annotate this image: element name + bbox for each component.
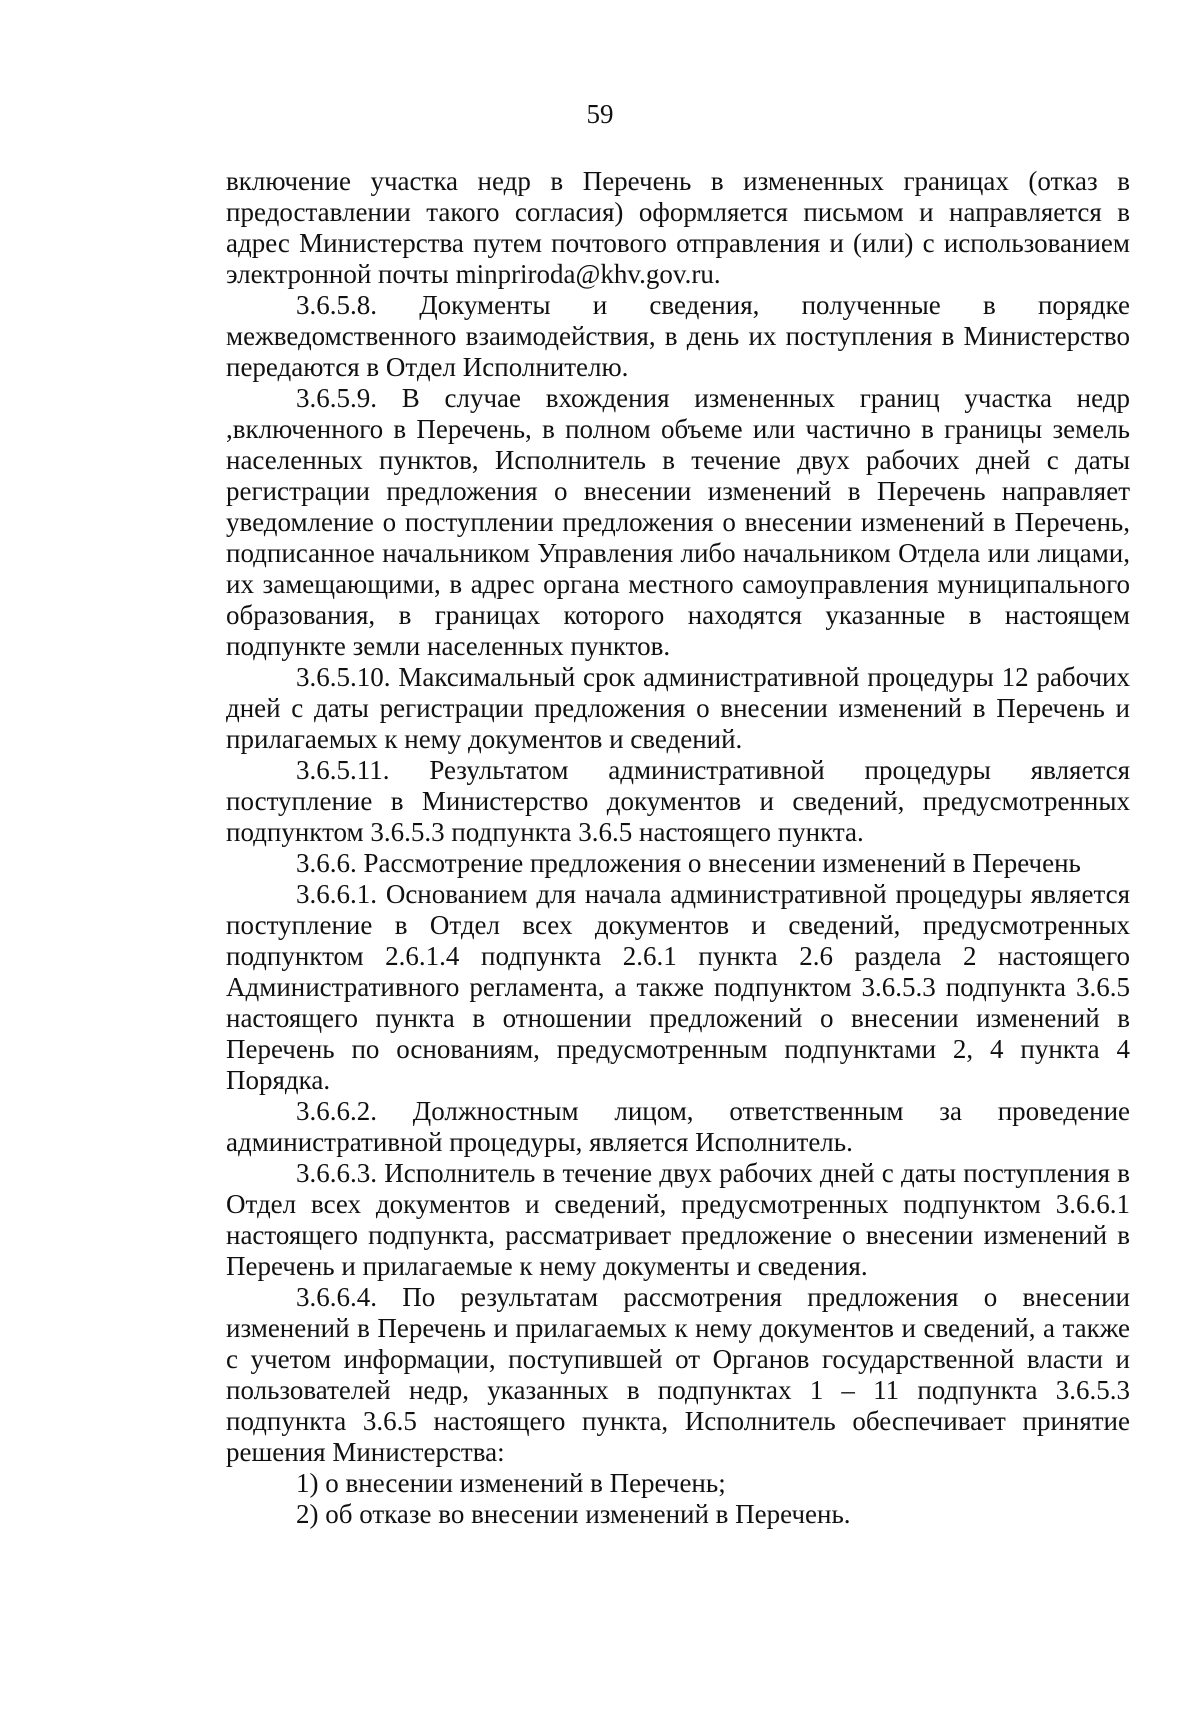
paragraph-3-6-6-1: 3.6.6.1. Основанием для начала административной процедуры является поступление в Отдел всех документов и сведений, предусмотренных подпунктом 2.6.1.4 подпункта 2.6.1 пункта 2.6 раздела 2 настоящего Административного регламента, а также подпунктом 3.6.5.3 подпункта 3.6.5 настоящего пункта в отношении предложений о внесении изменений в Перечень по основаниям, предусмотренным подпунктами 2, 4 пункта 4 Порядка. [226, 879, 1130, 1095]
section-heading-3-6-6: 3.6.6. Рассмотрение предложения о внесении изменений в Перечень [296, 848, 1081, 878]
paragraph-3-6-6-2: 3.6.6.2. Должностным лицом, ответственным за проведение административной процедуры, является Исполнитель. [226, 1096, 1130, 1157]
paragraph-3-6-5-8: 3.6.5.8. Документы и сведения, полученные в порядке межведомственного взаимодействия, в день их поступления в Министерство передаются в Отдел Исполнителю. [226, 290, 1130, 382]
list-item-2: 2) об отказе во внесении изменений в Перечень. [296, 1499, 851, 1529]
paragraph-3-6-5-10: 3.6.5.10. Максимальный срок административной процедуры 12 рабочих дней с даты регистрации предложения о внесении изменений в Перечень и прилагаемых к нему документов и сведений. [226, 662, 1130, 754]
document-body [226, 166, 1130, 1530]
paragraph-3-6-5-9: 3.6.5.9. В случае вхождения измененных границ участка недр ,включенного в Перечень, в полном объеме или частично в границы земель населенных пунктов, Исполнитель в течение двух рабочих дней с даты регистрации предложения о внесении изменений в Перечень направляет уведомление о поступлении предложения о внесении изменений в Перечень, подписанное начальником Управления либо начальником Отдела или лицами, их замещающими, в адрес органа местного самоуправления муниципального образования, в границах которого находятся указанные в настоящем подпункте земли населенных пунктов. [226, 383, 1130, 661]
page-number: 59 [586, 99, 614, 129]
paragraph-3-6-5-11: 3.6.5.11. Результатом административной процедуры является поступление в Министерство документов и сведений, предусмотренных подпунктом 3.6.5.3 подпункта 3.6.5 настоящего пункта. [226, 755, 1130, 847]
paragraph-3-6-6-4: 3.6.6.4. По результатам рассмотрения предложения о внесении изменений в Перечень и прилагаемых к нему документов и сведений, а также с учетом информации, поступившей от Органов государственной власти и пользователей недр, указанных в подпунктах 1 – 11 подпункта 3.6.5.3 подпункта 3.6.5 настоящего пункта, Исполнитель обеспечивает принятие решения Министерства: [226, 1282, 1130, 1467]
paragraph-continuation: включение участка недр в Перечень в измененных границах (отказ в предоставлении такого согласия) оформляется письмом и направляется в адрес Министерства путем почтового отправления и (или) с использованием электронной почты minpriroda@khv.gov.ru. [226, 166, 1130, 289]
paragraph-3-6-6-3: 3.6.6.3. Исполнитель в течение двух рабочих дней с даты поступления в Отдел всех документов и сведений, предусмотренных подпунктом 3.6.6.1 настоящего подпункта, рассматривает предложение о внесении изменений в Перечень и прилагаемые к нему документы и сведения. [226, 1158, 1130, 1281]
list-item-1: 1) о внесении изменений в Перечень; [296, 1468, 726, 1498]
